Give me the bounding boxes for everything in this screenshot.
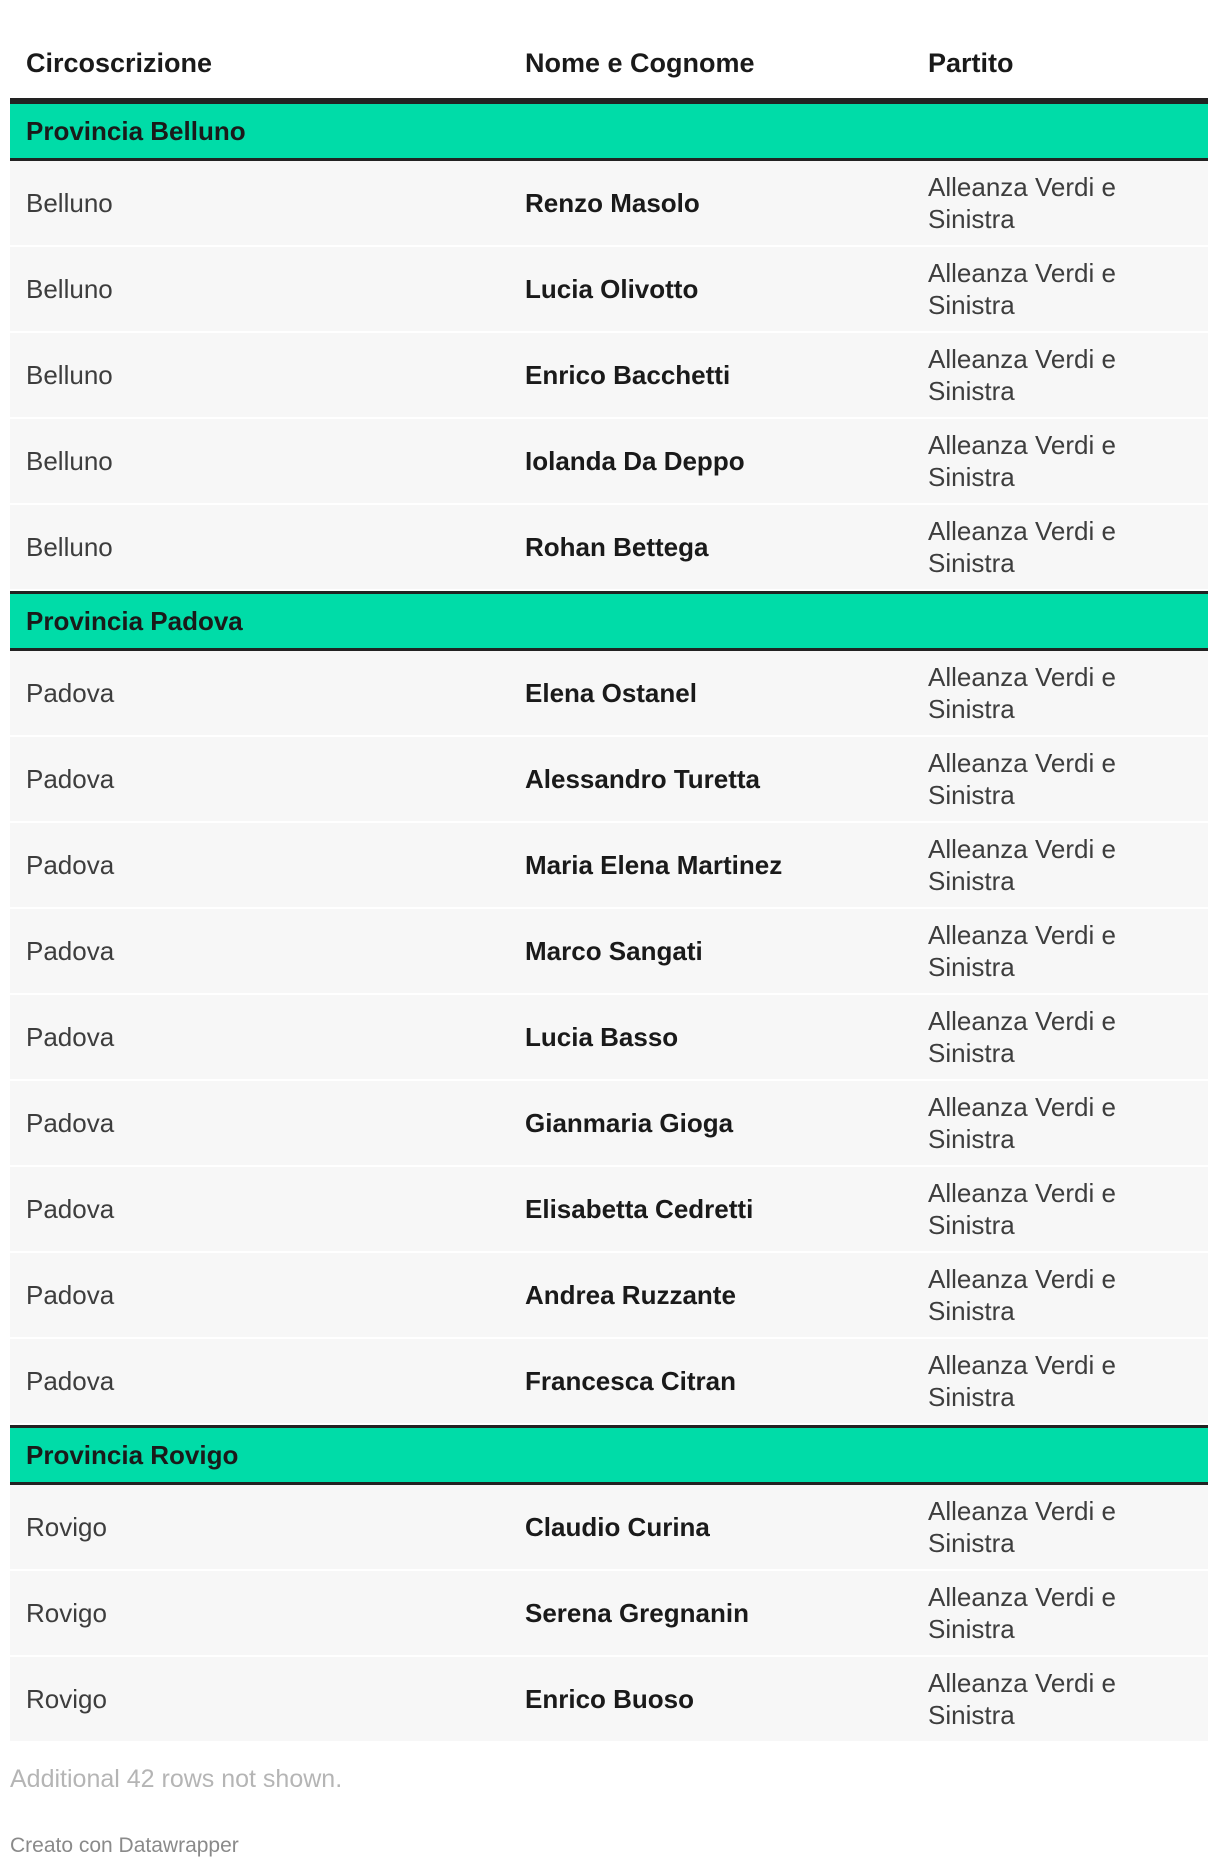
candidates-table bbox=[10, 0, 1208, 1743]
cell-nome-cognome: Serena Gregnanin bbox=[525, 1598, 749, 1628]
group-header-row: Provincia Belluno bbox=[10, 104, 1208, 161]
cell-partito: Alleanza Verdi e Sinistra bbox=[928, 1496, 1116, 1558]
cell-nome-cognome: Claudio Curina bbox=[525, 1512, 710, 1542]
cell-partito: Alleanza Verdi e Sinistra bbox=[928, 1668, 1116, 1730]
cell-circoscrizione: Belluno bbox=[26, 188, 113, 218]
cell-circoscrizione: Belluno bbox=[26, 274, 113, 304]
table-row bbox=[10, 247, 1208, 333]
cell-partito: Alleanza Verdi e Sinistra bbox=[928, 1582, 1116, 1644]
table-row bbox=[10, 161, 1208, 247]
table-row bbox=[10, 737, 1208, 823]
cell-partito: Alleanza Verdi e Sinistra bbox=[928, 834, 1116, 896]
cell-nome-cognome: Lucia Olivotto bbox=[525, 274, 699, 304]
cell-partito: Alleanza Verdi e Sinistra bbox=[928, 1178, 1116, 1240]
datawrapper-credit-link[interactable]: Creato con Datawrapper bbox=[10, 1834, 239, 1857]
cell-partito: Alleanza Verdi e Sinistra bbox=[928, 662, 1116, 724]
cell-circoscrizione: Padova bbox=[26, 764, 115, 794]
table-row bbox=[10, 333, 1208, 419]
table-header-row bbox=[10, 0, 1208, 104]
cell-partito: Alleanza Verdi e Sinistra bbox=[928, 258, 1116, 320]
table-row bbox=[10, 823, 1208, 909]
cell-partito: Alleanza Verdi e Sinistra bbox=[928, 430, 1116, 492]
cell-circoscrizione: Rovigo bbox=[26, 1598, 107, 1628]
cell-nome-cognome: Iolanda Da Deppo bbox=[525, 446, 745, 476]
table-row bbox=[10, 909, 1208, 995]
table-row bbox=[10, 1657, 1208, 1743]
cell-nome-cognome: Rohan Bettega bbox=[525, 532, 709, 562]
cell-partito: Alleanza Verdi e Sinistra bbox=[928, 172, 1116, 234]
cell-nome-cognome: Marco Sangati bbox=[525, 936, 703, 966]
table-row bbox=[10, 1339, 1208, 1425]
table-row bbox=[10, 419, 1208, 505]
cell-circoscrizione: Padova bbox=[26, 1280, 115, 1310]
cell-nome-cognome: Francesca Citran bbox=[525, 1366, 736, 1396]
cell-circoscrizione: Rovigo bbox=[26, 1512, 107, 1542]
cell-circoscrizione: Padova bbox=[26, 1194, 115, 1224]
table-row bbox=[10, 505, 1208, 591]
cell-partito: Alleanza Verdi e Sinistra bbox=[928, 748, 1116, 810]
cell-circoscrizione: Padova bbox=[26, 936, 115, 966]
cell-circoscrizione: Belluno bbox=[26, 360, 113, 390]
cell-circoscrizione: Padova bbox=[26, 850, 115, 880]
cell-nome-cognome: Lucia Basso bbox=[525, 1022, 679, 1052]
table-row bbox=[10, 1167, 1208, 1253]
cell-nome-cognome: Renzo Masolo bbox=[525, 188, 700, 218]
cell-circoscrizione: Padova bbox=[26, 1108, 115, 1138]
cell-partito: Alleanza Verdi e Sinistra bbox=[928, 1006, 1116, 1068]
cell-partito: Alleanza Verdi e Sinistra bbox=[928, 920, 1116, 982]
cell-nome-cognome: Elena Ostanel bbox=[525, 678, 697, 708]
rows-not-shown-note: Additional 42 rows not shown. bbox=[10, 1765, 343, 1793]
table-row bbox=[10, 1081, 1208, 1167]
column-header-partito: Partito bbox=[928, 48, 1014, 78]
cell-partito: Alleanza Verdi e Sinistra bbox=[928, 1350, 1116, 1412]
cell-partito: Alleanza Verdi e Sinistra bbox=[928, 1264, 1116, 1326]
group-header-row: Provincia Rovigo bbox=[10, 1425, 1208, 1485]
cell-nome-cognome: Enrico Bacchetti bbox=[525, 360, 731, 390]
cell-circoscrizione: Padova bbox=[26, 1366, 115, 1396]
cell-circoscrizione: Belluno bbox=[26, 532, 113, 562]
cell-circoscrizione: Rovigo bbox=[26, 1684, 107, 1714]
cell-circoscrizione: Padova bbox=[26, 1022, 115, 1052]
cell-nome-cognome: Maria Elena Martinez bbox=[525, 850, 783, 880]
table-body bbox=[10, 104, 1208, 1743]
cell-nome-cognome: Gianmaria Gioga bbox=[525, 1108, 734, 1138]
cell-partito: Alleanza Verdi e Sinistra bbox=[928, 516, 1116, 578]
cell-circoscrizione: Padova bbox=[26, 678, 115, 708]
cell-partito: Alleanza Verdi e Sinistra bbox=[928, 1092, 1116, 1154]
table-row bbox=[10, 651, 1208, 737]
cell-nome-cognome: Alessandro Turetta bbox=[525, 764, 761, 794]
table-row bbox=[10, 1253, 1208, 1339]
cell-circoscrizione: Belluno bbox=[26, 446, 113, 476]
group-header-row: Provincia Padova bbox=[10, 591, 1208, 651]
column-header-nome-cognome: Nome e Cognome bbox=[525, 48, 755, 78]
table-row bbox=[10, 1571, 1208, 1657]
table-row bbox=[10, 1485, 1208, 1571]
table-row bbox=[10, 995, 1208, 1081]
cell-nome-cognome: Andrea Ruzzante bbox=[525, 1280, 736, 1310]
cell-nome-cognome: Elisabetta Cedretti bbox=[525, 1194, 754, 1224]
cell-partito: Alleanza Verdi e Sinistra bbox=[928, 344, 1116, 406]
cell-nome-cognome: Enrico Buoso bbox=[525, 1684, 695, 1714]
column-header-circoscrizione: Circoscrizione bbox=[26, 48, 213, 78]
